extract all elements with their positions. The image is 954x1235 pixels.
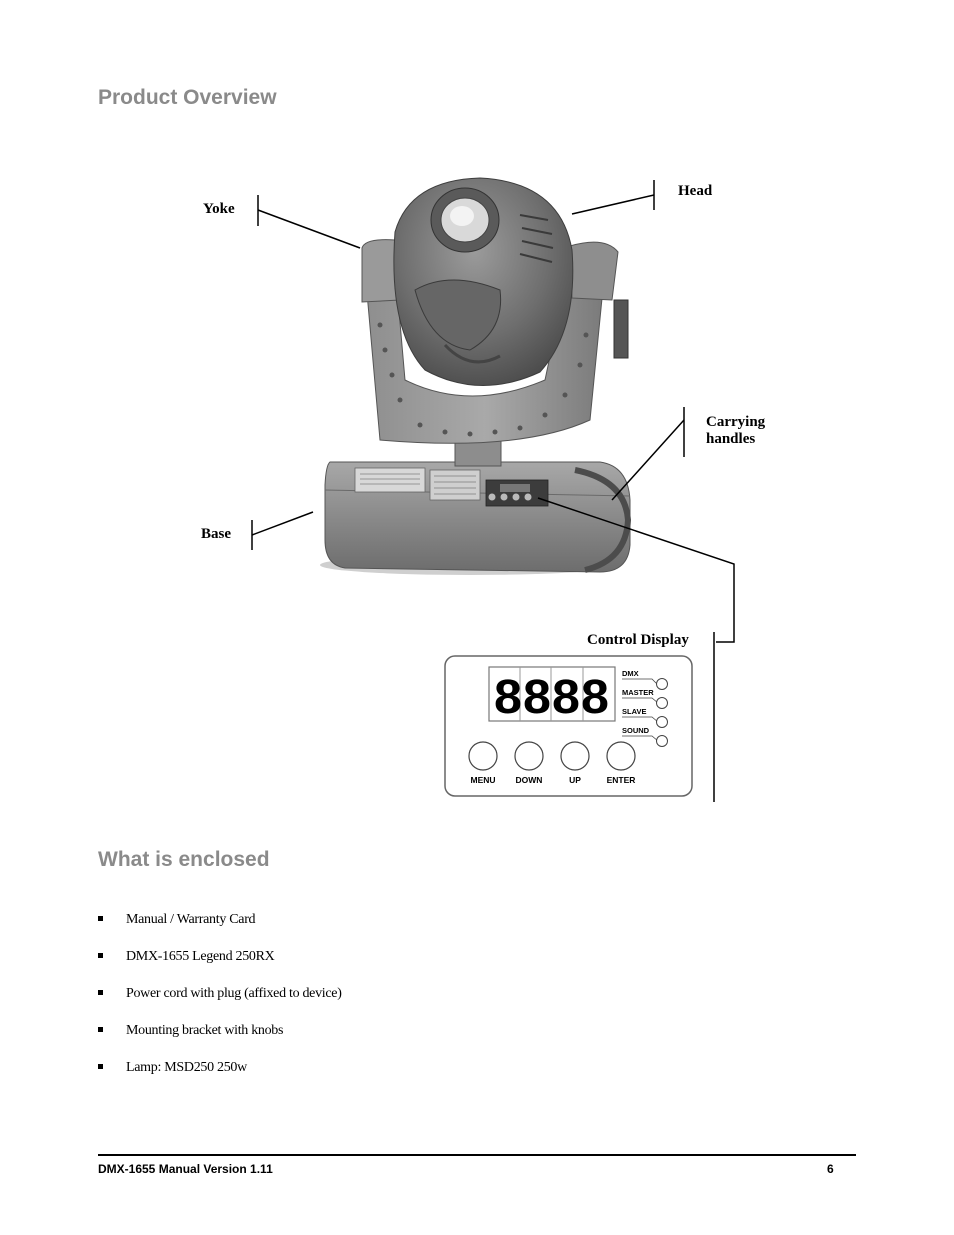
- up-button-label: UP: [569, 775, 581, 785]
- callout-head: Head: [678, 183, 713, 199]
- menu-button-label: MENU: [470, 775, 496, 785]
- base-callout-line: [252, 512, 313, 535]
- led-digits: 8888: [494, 671, 610, 724]
- callout-carrying-line2: handles: [706, 431, 756, 447]
- callout-control-display: Control Display: [587, 632, 689, 648]
- up-button: [561, 742, 589, 770]
- callout-carrying-handles: [706, 414, 765, 448]
- down-button: [515, 742, 543, 770]
- carrying-callout-line: [612, 420, 684, 500]
- yoke-callout-line: [258, 210, 360, 248]
- section-title-what-is-enclosed: What is enclosed: [98, 848, 270, 871]
- list-item-text: Lamp: MSD250 250w: [126, 1060, 247, 1075]
- footer-manual-version: DMX-1655 Manual Version 1.11: [98, 1162, 273, 1176]
- menu-button: [469, 742, 497, 770]
- bullet-icon: [98, 1027, 103, 1032]
- indicator-label-sound: SOUND: [622, 726, 650, 735]
- callout-base: Base: [201, 526, 231, 542]
- indicator-led-slave: [657, 717, 668, 728]
- enter-button-label: ENTER: [606, 775, 636, 785]
- callout-yoke: Yoke: [203, 201, 235, 217]
- indicator-label-dmx: DMX: [622, 669, 639, 678]
- list-item-text: Mounting bracket with knobs: [126, 1023, 284, 1038]
- bullet-icon: [98, 953, 103, 958]
- bullet-icon: [98, 916, 103, 921]
- indicator-led-dmx: [657, 679, 668, 690]
- list-item-text: Manual / Warranty Card: [126, 912, 256, 927]
- enter-button: [607, 742, 635, 770]
- list-item-text: DMX-1655 Legend 250RX: [126, 949, 275, 964]
- section-title-product-overview: Product Overview: [98, 86, 277, 109]
- head-callout-line: [572, 195, 654, 214]
- footer-divider: [98, 1154, 856, 1156]
- callout-carrying-line1: Carrying: [706, 414, 766, 430]
- bullet-icon: [98, 1064, 103, 1069]
- indicator-label-master: MASTER: [622, 688, 654, 697]
- indicator-label-slave: SLAVE: [622, 707, 647, 716]
- footer-page-number: 6: [827, 1162, 834, 1176]
- bullet-icon: [98, 990, 103, 995]
- indicator-led-sound: [657, 736, 668, 747]
- control-display-panel: [445, 656, 692, 796]
- fixture-illustration: [320, 178, 630, 575]
- indicator-led-master: [657, 698, 668, 709]
- list-item-text: Power cord with plug (affixed to device): [126, 986, 342, 1001]
- down-button-label: DOWN: [515, 775, 543, 785]
